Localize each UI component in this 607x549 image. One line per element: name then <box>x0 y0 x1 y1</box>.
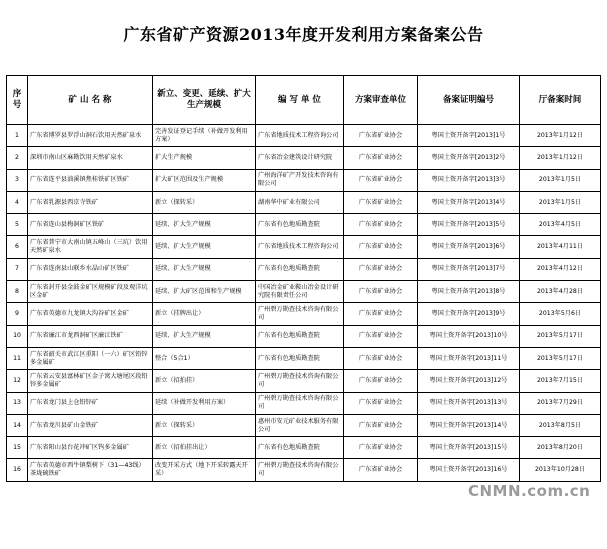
cell-cert-number: 粤国土资开备字[2013]3号 <box>418 169 520 191</box>
cell-index: 11 <box>7 347 28 369</box>
cell-reviewer: 广东省矿业协会 <box>344 281 418 303</box>
cell-type: 新立（探转采） <box>153 191 256 213</box>
cell-type: 延续、扩大生产规模 <box>153 236 256 258</box>
cell-mine-name: 深圳市南山区麻勘饮用天然矿泉水 <box>28 147 153 169</box>
cell-reviewer: 广东省矿业协会 <box>344 459 418 481</box>
cell-filing-date: 2013年1月12日 <box>520 147 601 169</box>
cell-index: 14 <box>7 414 28 436</box>
cell-cert-number: 粤国土资开备字[2013]8号 <box>418 281 520 303</box>
cell-filing-date: 2013年7月15日 <box>520 370 601 392</box>
cell-cert-number: 粤国土资开备字[2013]5号 <box>418 214 520 236</box>
cell-cert-number: 粤国土资开备字[2013]6号 <box>418 236 520 258</box>
cell-mine-name: 广东省博罗县罗浮山洞石饮用天然矿泉水 <box>28 125 153 147</box>
cell-author: 广东省有色地质勘查院 <box>256 258 344 280</box>
cell-index: 7 <box>7 258 28 280</box>
table-row <box>7 459 601 481</box>
cell-reviewer: 广东省矿业协会 <box>344 147 418 169</box>
cell-filing-date: 2013年8月20日 <box>520 437 601 459</box>
cell-author: 广州碧万勘查技术咨询有限公司 <box>256 370 344 392</box>
cell-index: 9 <box>7 303 28 325</box>
cell-filing-date: 2013年4月28日 <box>520 281 601 303</box>
cell-cert-number: 粤国土资开备字[2013]16号 <box>418 459 520 481</box>
header-mine-name: 矿 山 名 称 <box>28 76 153 125</box>
cell-mine-name: 广东省廉江市龙西洞矿区廉江铁矿 <box>28 325 153 347</box>
table-row <box>7 347 601 369</box>
filing-table <box>6 75 601 482</box>
cell-index: 12 <box>7 370 28 392</box>
cell-mine-name: 广东省龙川县矿山金铁矿 <box>28 414 153 436</box>
cell-index: 5 <box>7 214 28 236</box>
cell-cert-number: 粤国土资开备字[2013]9号 <box>418 303 520 325</box>
table-header-row <box>7 76 601 125</box>
cell-author: 广东省冶金建筑设计研究院 <box>256 147 344 169</box>
cell-filing-date: 2013年1月5日 <box>520 169 601 191</box>
cell-filing-date: 2013年4月12日 <box>520 258 601 280</box>
cell-reviewer: 广东省矿业协会 <box>344 414 418 436</box>
cell-filing-date: 2013年1月5日 <box>520 191 601 213</box>
cell-type: 延续、扩大生产规模 <box>153 258 256 280</box>
cell-type: 完善发证登记手续（补做开发利用方案） <box>153 125 256 147</box>
cell-author: 广州碧万勘查技术咨询有限公司 <box>256 392 344 414</box>
cell-cert-number: 粤国土资开备字[2013]12号 <box>418 370 520 392</box>
cell-type: 延续、扩大矿区范围和生产规模 <box>153 281 256 303</box>
cell-filing-date: 2013年5月17日 <box>520 347 601 369</box>
cell-filing-date: 2013年7月29日 <box>520 392 601 414</box>
cell-mine-name: 广东省英德市九龙镇大沟谷矿区金矿 <box>28 303 153 325</box>
header-type: 新立、变更、延续、扩大生产规模 <box>153 76 256 125</box>
cell-reviewer: 广东省矿业协会 <box>344 191 418 213</box>
cell-author: 广东省有色地质勘查院 <box>256 347 344 369</box>
cell-index: 2 <box>7 147 28 169</box>
cell-mine-name: 广东省连山县梅洞矿区铁矿 <box>28 214 153 236</box>
header-cert-number: 备案证明编号 <box>418 76 520 125</box>
cell-author: 湖南华中矿业有限公司 <box>256 191 344 213</box>
cell-index: 8 <box>7 281 28 303</box>
cell-cert-number: 粤国土资开备字[2013]15号 <box>418 437 520 459</box>
header-author: 编 写 单 位 <box>256 76 344 125</box>
cell-filing-date: 2013年10月28日 <box>520 459 601 481</box>
cell-filing-date: 2013年8月5日 <box>520 414 601 436</box>
cell-type: 扩大生产规模 <box>153 147 256 169</box>
cell-filing-date: 2013年4月11日 <box>520 236 601 258</box>
watermark-logo: CNMN.com.cn <box>468 482 591 500</box>
cell-cert-number: 粤国土资开备字[2013]2号 <box>418 147 520 169</box>
cell-mine-name: 广东省连南县山联乡水晶山矿区铁矿 <box>28 258 153 280</box>
page-title: 广东省矿产资源2013年度开发利用方案备案公告 <box>123 25 484 44</box>
cell-type: 整合（5合1） <box>153 347 256 369</box>
header-filing-date: 厅备案时间 <box>520 76 601 125</box>
table-row <box>7 214 601 236</box>
cell-filing-date: 2013年5月17日 <box>520 325 601 347</box>
cell-mine-name: 广东省乳源县西京寺铁矿 <box>28 191 153 213</box>
cell-author: 广东省地质技术工程咨询公司 <box>256 125 344 147</box>
header-index: 序号 <box>7 76 28 125</box>
cell-author: 广东省地质技术工程咨询公司 <box>256 236 344 258</box>
cell-reviewer: 广东省矿业协会 <box>344 169 418 191</box>
cell-index: 1 <box>7 125 28 147</box>
cell-mine-name: 广东省云安县富林矿区金子窝大塘尾区段铅锌多金属矿 <box>28 370 153 392</box>
table-row <box>7 414 601 436</box>
cell-author: 广东省有色地质勘查院 <box>256 214 344 236</box>
cell-reviewer: 广东省矿业协会 <box>344 370 418 392</box>
cell-author: 广东省有色地质勘查院 <box>256 437 344 459</box>
cell-type: 新立（探转采） <box>153 414 256 436</box>
cell-reviewer: 广东省矿业协会 <box>344 437 418 459</box>
table-row <box>7 258 601 280</box>
cell-cert-number: 粤国土资开备字[2013]11号 <box>418 347 520 369</box>
cell-cert-number: 粤国土资开备字[2013]13号 <box>418 392 520 414</box>
cell-mine-name: 广东省封开县金鼓金矿区规模矿段及观洋坑区金矿 <box>28 281 153 303</box>
cell-cert-number: 粤国土资开备字[2013]7号 <box>418 258 520 280</box>
cell-type: 新立（挂牌出让） <box>153 303 256 325</box>
cell-index: 4 <box>7 191 28 213</box>
cell-type: 新立（招拍挂） <box>153 370 256 392</box>
cell-reviewer: 广东省矿业协会 <box>344 325 418 347</box>
table-row <box>7 191 601 213</box>
table-row <box>7 147 601 169</box>
cell-reviewer: 广东省矿业协会 <box>344 236 418 258</box>
cell-type: 扩大矿区范围及生产规模 <box>153 169 256 191</box>
cell-mine-name: 广东省普宁市大南山镇五峰山（三坑）饮用天然矿泉水 <box>28 236 153 258</box>
cell-author: 广东省有色地质勘查院 <box>256 325 344 347</box>
table-row <box>7 437 601 459</box>
cell-cert-number: 粤国土资开备字[2013]1号 <box>418 125 520 147</box>
cell-filing-date: 2013年5月6日 <box>520 303 601 325</box>
table-row <box>7 370 601 392</box>
cell-type: 延续、扩大生产规模 <box>153 214 256 236</box>
cell-index: 16 <box>7 459 28 481</box>
cell-type: 改变开采方式（地下开采转露天开采） <box>153 459 256 481</box>
cell-type: 延续、扩大生产规模 <box>153 325 256 347</box>
cell-author: 广州碧万勘查技术咨询有限公司 <box>256 303 344 325</box>
table-row <box>7 125 601 147</box>
cell-reviewer: 广东省矿业协会 <box>344 258 418 280</box>
table-row <box>7 169 601 191</box>
cell-index: 13 <box>7 392 28 414</box>
table-row <box>7 236 601 258</box>
cell-filing-date: 2013年1月12日 <box>520 125 601 147</box>
cell-cert-number: 粤国土资开备字[2013]10号 <box>418 325 520 347</box>
cell-index: 15 <box>7 437 28 459</box>
cell-reviewer: 广东省矿业协会 <box>344 214 418 236</box>
cell-author: 中国冶金矿业鞍山冶金设计研究院有限责任公司 <box>256 281 344 303</box>
cell-mine-name: 广东省龙门县上仓铅锌矿 <box>28 392 153 414</box>
table-row <box>7 392 601 414</box>
cell-reviewer: 广东省矿业协会 <box>344 303 418 325</box>
cell-reviewer: 广东省矿业协会 <box>344 125 418 147</box>
cell-index: 10 <box>7 325 28 347</box>
cell-type: 新立（招拍挂出让） <box>153 437 256 459</box>
cell-author: 广州碧万勘查技术咨询有限公司 <box>256 459 344 481</box>
cell-reviewer: 广东省矿业协会 <box>344 392 418 414</box>
table-row <box>7 303 601 325</box>
header-reviewer: 方案审查单位 <box>344 76 418 125</box>
cell-filing-date: 2013年4月5日 <box>520 214 601 236</box>
cell-author: 广州海洋矿产开发技术咨询有限公司 <box>256 169 344 191</box>
cell-mine-name: 广东省英德市西牛镇梨树下（31—43线）茶垅硫铁矿 <box>28 459 153 481</box>
cell-cert-number: 粤国土资开备字[2013]4号 <box>418 191 520 213</box>
cell-index: 3 <box>7 169 28 191</box>
cell-mine-name: 广东省阳山县台花冲矿区钨多金属矿 <box>28 437 153 459</box>
cell-type: 延续（补做开发利用方案） <box>153 392 256 414</box>
cell-author: 惠州市安元矿业技术服务有限公司 <box>256 414 344 436</box>
cell-reviewer: 广东省矿业协会 <box>344 347 418 369</box>
cell-mine-name: 广东省连平县油溪镇焦桂铁矿区铁矿 <box>28 169 153 191</box>
cell-cert-number: 粤国土资开备字[2013]14号 <box>418 414 520 436</box>
table-row <box>7 325 601 347</box>
table-row <box>7 281 601 303</box>
cell-index: 6 <box>7 236 28 258</box>
cell-mine-name: 广东省韶关市武江区重阳（一六）矿区铅锌多金属矿 <box>28 347 153 369</box>
